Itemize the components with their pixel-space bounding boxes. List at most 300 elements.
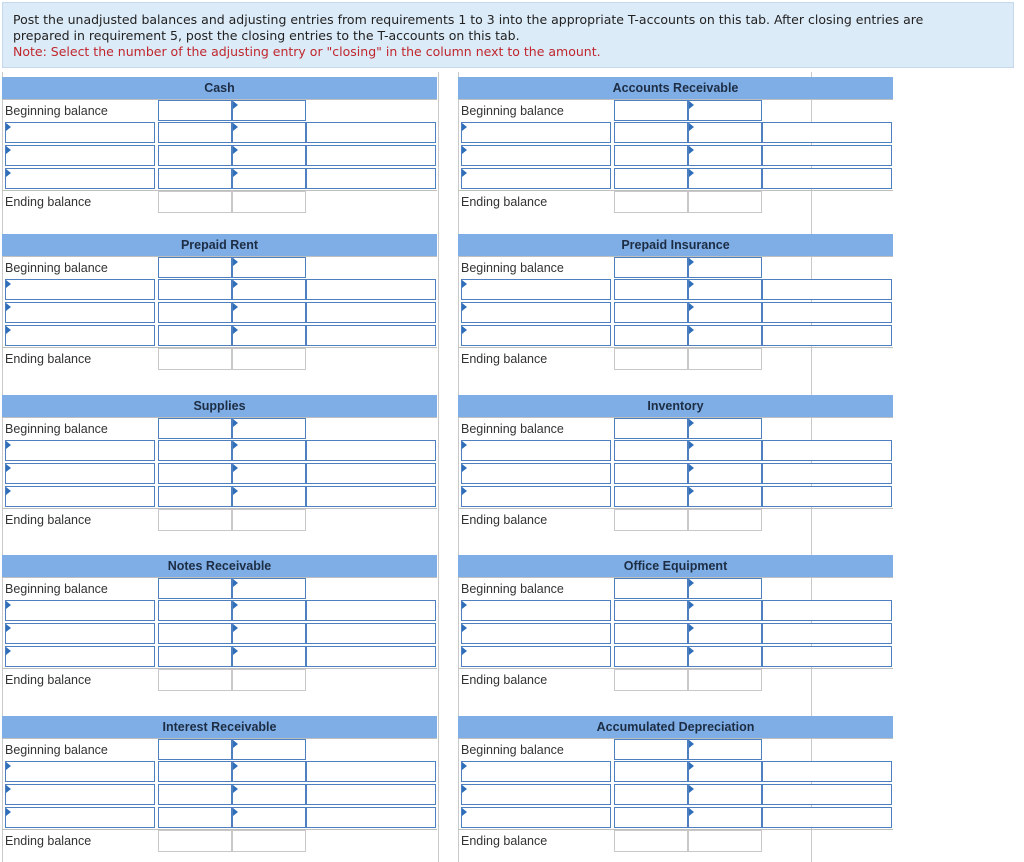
- entry-select[interactable]: [461, 761, 611, 782]
- t-account-header: [2, 716, 437, 738]
- ending-balance-value: [232, 348, 306, 370]
- entry-select[interactable]: [232, 440, 306, 461]
- entry-select[interactable]: [5, 279, 155, 300]
- dropdown-arrow-icon: [233, 740, 238, 748]
- dropdown-arrow-icon: [6, 123, 11, 131]
- amount-input[interactable]: [614, 463, 688, 484]
- entry-select[interactable]: [461, 486, 611, 507]
- beginning-balance-label: Beginning balance: [5, 104, 108, 118]
- entry-row: [458, 325, 893, 348]
- dropdown-arrow-icon: [233, 101, 238, 109]
- entry-row: [2, 623, 437, 646]
- amount-input[interactable]: [306, 646, 436, 667]
- entry-select[interactable]: [232, 145, 306, 166]
- dropdown-arrow-icon: [6, 303, 11, 311]
- dropdown-arrow-icon: [462, 808, 467, 816]
- ending-balance-value: [232, 509, 306, 531]
- amount-input[interactable]: [762, 279, 892, 300]
- ending-balance-value: [688, 669, 762, 691]
- amount-input[interactable]: [614, 600, 688, 621]
- entry-select[interactable]: [688, 122, 762, 143]
- entry-select[interactable]: [461, 600, 611, 621]
- entry-row: [2, 807, 437, 830]
- dropdown-arrow-icon: [689, 146, 694, 154]
- t-account: [458, 77, 893, 215]
- dropdown-arrow-icon: [689, 624, 694, 632]
- amount-input[interactable]: [158, 739, 232, 760]
- entry-row: [2, 761, 437, 784]
- entry-select[interactable]: [232, 463, 306, 484]
- amount-input[interactable]: [762, 761, 892, 782]
- entry-select[interactable]: [688, 168, 762, 189]
- entry-select[interactable]: [688, 302, 762, 323]
- amount-input[interactable]: [306, 463, 436, 484]
- entry-select[interactable]: [5, 325, 155, 346]
- entry-row: [2, 440, 437, 463]
- amount-input[interactable]: [614, 784, 688, 805]
- t-account: [2, 395, 437, 533]
- dropdown-arrow-icon: [233, 601, 238, 609]
- amount-input[interactable]: [762, 145, 892, 166]
- entry-row: [458, 440, 893, 463]
- ending-balance-row: [2, 190, 437, 213]
- amount-input[interactable]: [762, 302, 892, 323]
- beginning-balance-label: Beginning balance: [461, 422, 564, 436]
- t-account: [458, 234, 893, 372]
- beginning-balance-row: [2, 417, 437, 440]
- entry-select[interactable]: [461, 623, 611, 644]
- entry-row: [2, 122, 437, 145]
- entry-select[interactable]: [461, 784, 611, 805]
- amount-input[interactable]: [614, 302, 688, 323]
- amount-input[interactable]: [306, 761, 436, 782]
- beginning-balance-row: [458, 256, 893, 279]
- dropdown-arrow-icon: [6, 487, 11, 495]
- amount-input[interactable]: [158, 578, 232, 599]
- t-account-header: [458, 234, 893, 256]
- entry-row: [458, 784, 893, 807]
- amount-input[interactable]: [762, 784, 892, 805]
- ending-balance-value: [614, 830, 688, 852]
- t-account-title: Accounts Receivable: [612, 81, 739, 95]
- entry-row: [458, 486, 893, 509]
- dropdown-arrow-icon: [233, 280, 238, 288]
- amount-input[interactable]: [306, 325, 436, 346]
- dropdown-arrow-icon: [462, 326, 467, 334]
- entry-row: [458, 122, 893, 145]
- dropdown-arrow-icon: [233, 123, 238, 131]
- amount-input[interactable]: [158, 122, 232, 143]
- dropdown-arrow-icon: [462, 785, 467, 793]
- dropdown-arrow-icon: [233, 146, 238, 154]
- ending-balance-label: Ending balance: [5, 352, 92, 366]
- entry-select[interactable]: [5, 600, 155, 621]
- entry-select[interactable]: [688, 440, 762, 461]
- entry-select[interactable]: [688, 739, 762, 760]
- entry-select[interactable]: [461, 463, 611, 484]
- entry-select[interactable]: [688, 257, 762, 278]
- entry-select[interactable]: [5, 122, 155, 143]
- entry-select[interactable]: [688, 578, 762, 599]
- dropdown-arrow-icon: [689, 647, 694, 655]
- ending-balance-row: [458, 190, 893, 213]
- amount-input[interactable]: [762, 168, 892, 189]
- amount-input[interactable]: [614, 279, 688, 300]
- amount-input[interactable]: [158, 145, 232, 166]
- dropdown-arrow-icon: [233, 808, 238, 816]
- dropdown-arrow-icon: [689, 419, 694, 427]
- ending-balance-value: [158, 509, 232, 531]
- entry-select[interactable]: [5, 440, 155, 461]
- entry-select[interactable]: [5, 646, 155, 667]
- dropdown-arrow-icon: [233, 762, 238, 770]
- ending-balance-label: Ending balance: [5, 834, 92, 848]
- beginning-balance-row: [458, 99, 893, 122]
- amount-input[interactable]: [306, 784, 436, 805]
- ending-balance-label: Ending balance: [461, 673, 548, 687]
- entry-select[interactable]: [5, 463, 155, 484]
- beginning-balance-label: Beginning balance: [461, 582, 564, 596]
- dropdown-arrow-icon: [689, 123, 694, 131]
- entry-select[interactable]: [688, 623, 762, 644]
- amount-input[interactable]: [158, 646, 232, 667]
- entry-row: [2, 463, 437, 486]
- amount-input[interactable]: [614, 739, 688, 760]
- entry-select[interactable]: [688, 100, 762, 121]
- dropdown-arrow-icon: [6, 169, 11, 177]
- entry-select[interactable]: [688, 463, 762, 484]
- ending-balance-label: Ending balance: [5, 195, 92, 209]
- amount-input[interactable]: [306, 440, 436, 461]
- amount-input[interactable]: [614, 646, 688, 667]
- entry-select[interactable]: [688, 418, 762, 439]
- dropdown-arrow-icon: [6, 601, 11, 609]
- entry-row: [2, 325, 437, 348]
- entry-select[interactable]: [461, 145, 611, 166]
- dropdown-arrow-icon: [462, 647, 467, 655]
- amount-input[interactable]: [158, 168, 232, 189]
- dropdown-arrow-icon: [462, 146, 467, 154]
- entry-select[interactable]: [5, 145, 155, 166]
- entry-select[interactable]: [688, 325, 762, 346]
- dropdown-arrow-icon: [6, 624, 11, 632]
- dropdown-arrow-icon: [689, 464, 694, 472]
- ending-balance-value: [232, 830, 306, 852]
- amount-input[interactable]: [614, 578, 688, 599]
- entry-select[interactable]: [688, 486, 762, 507]
- beginning-balance-label: Beginning balance: [5, 743, 108, 757]
- amount-input[interactable]: [762, 807, 892, 828]
- entry-select[interactable]: [232, 418, 306, 439]
- ending-balance-row: [458, 668, 893, 691]
- entry-select[interactable]: [688, 646, 762, 667]
- t-account: [2, 716, 437, 854]
- t-account-title: Accumulated Depreciation: [596, 720, 755, 734]
- amount-input[interactable]: [306, 623, 436, 644]
- entry-select[interactable]: [688, 807, 762, 828]
- entry-row: [458, 168, 893, 191]
- ending-balance-value: [158, 348, 232, 370]
- beginning-balance-row: [2, 738, 437, 761]
- dropdown-arrow-icon: [6, 146, 11, 154]
- entry-select[interactable]: [232, 761, 306, 782]
- beginning-balance-label: Beginning balance: [461, 743, 564, 757]
- dropdown-arrow-icon: [462, 441, 467, 449]
- dropdown-arrow-icon: [6, 326, 11, 334]
- amount-input[interactable]: [762, 486, 892, 507]
- beginning-balance-row: [2, 99, 437, 122]
- entry-select[interactable]: [232, 100, 306, 121]
- dropdown-arrow-icon: [233, 419, 238, 427]
- amount-input[interactable]: [762, 325, 892, 346]
- amount-input[interactable]: [762, 600, 892, 621]
- instructions-line-2: prepared in requirement 5, post the closing entries to the T-accounts on this tab.: [13, 28, 520, 43]
- dropdown-arrow-icon: [6, 808, 11, 816]
- dropdown-arrow-icon: [6, 280, 11, 288]
- entry-row: [458, 807, 893, 830]
- instructions-panel: [2, 2, 1014, 68]
- amount-input[interactable]: [614, 325, 688, 346]
- dropdown-arrow-icon: [462, 762, 467, 770]
- amount-input[interactable]: [158, 463, 232, 484]
- amount-input[interactable]: [306, 302, 436, 323]
- t-account: [458, 395, 893, 533]
- beginning-balance-label: Beginning balance: [5, 261, 108, 275]
- t-account-title: Supplies: [193, 399, 246, 413]
- entry-select[interactable]: [5, 623, 155, 644]
- amount-input[interactable]: [762, 440, 892, 461]
- dropdown-arrow-icon: [233, 624, 238, 632]
- ending-balance-label: Ending balance: [461, 195, 548, 209]
- entry-select[interactable]: [232, 600, 306, 621]
- t-account-title: Inventory: [647, 399, 704, 413]
- entry-row: [458, 761, 893, 784]
- t-account-title: Prepaid Insurance: [621, 238, 730, 252]
- entry-select[interactable]: [232, 302, 306, 323]
- entry-select[interactable]: [232, 739, 306, 760]
- dropdown-arrow-icon: [233, 464, 238, 472]
- entry-select[interactable]: [688, 761, 762, 782]
- dropdown-arrow-icon: [689, 808, 694, 816]
- amount-input[interactable]: [614, 440, 688, 461]
- beginning-balance-row: [458, 577, 893, 600]
- entry-row: [2, 279, 437, 302]
- entry-select[interactable]: [461, 279, 611, 300]
- instructions-line-1: Post the unadjusted balances and adjusting entries from requirements 1 to 3 into the appropriate T-accounts on this tab. After closing entries are: [13, 12, 924, 27]
- amount-input[interactable]: [306, 807, 436, 828]
- beginning-balance-label: Beginning balance: [461, 104, 564, 118]
- amount-input[interactable]: [158, 440, 232, 461]
- amount-input[interactable]: [306, 486, 436, 507]
- amount-input[interactable]: [306, 600, 436, 621]
- amount-input[interactable]: [158, 784, 232, 805]
- entry-select[interactable]: [5, 784, 155, 805]
- beginning-balance-row: [458, 738, 893, 761]
- entry-select[interactable]: [461, 440, 611, 461]
- amount-input[interactable]: [762, 646, 892, 667]
- ending-balance-value: [158, 830, 232, 852]
- amount-input[interactable]: [158, 486, 232, 507]
- ending-balance-value: [158, 669, 232, 691]
- ending-balance-label: Ending balance: [461, 834, 548, 848]
- amount-input[interactable]: [158, 623, 232, 644]
- dropdown-arrow-icon: [689, 579, 694, 587]
- dropdown-arrow-icon: [689, 258, 694, 266]
- ending-balance-value: [688, 191, 762, 213]
- t-account-title: Prepaid Rent: [180, 238, 259, 252]
- dropdown-arrow-icon: [6, 464, 11, 472]
- amount-input[interactable]: [158, 418, 232, 439]
- amount-input[interactable]: [762, 623, 892, 644]
- entry-row: [2, 486, 437, 509]
- dropdown-arrow-icon: [6, 762, 11, 770]
- amount-input[interactable]: [614, 418, 688, 439]
- entry-select[interactable]: [688, 145, 762, 166]
- t-account-header: [458, 395, 893, 417]
- entry-select[interactable]: [232, 257, 306, 278]
- t-account-header: [458, 716, 893, 738]
- ending-balance-label: Ending balance: [5, 673, 92, 687]
- dropdown-arrow-icon: [233, 303, 238, 311]
- dropdown-arrow-icon: [462, 303, 467, 311]
- beginning-balance-label: Beginning balance: [5, 422, 108, 436]
- dropdown-arrow-icon: [462, 601, 467, 609]
- amount-input[interactable]: [762, 122, 892, 143]
- entry-row: [458, 279, 893, 302]
- entry-select[interactable]: [5, 486, 155, 507]
- ending-balance-row: [458, 829, 893, 852]
- dropdown-arrow-icon: [689, 487, 694, 495]
- amount-input[interactable]: [614, 168, 688, 189]
- ending-balance-row: [2, 668, 437, 691]
- ending-balance-value: [614, 191, 688, 213]
- dropdown-arrow-icon: [689, 326, 694, 334]
- amount-input[interactable]: [614, 145, 688, 166]
- amount-input[interactable]: [614, 122, 688, 143]
- t-account-header: [458, 555, 893, 577]
- amount-input[interactable]: [762, 463, 892, 484]
- amount-input[interactable]: [614, 807, 688, 828]
- amount-input[interactable]: [306, 168, 436, 189]
- instructions-note: Note: Select the number of the adjusting entry or "closing" in the column next to the amount.: [13, 44, 601, 59]
- amount-input[interactable]: [306, 279, 436, 300]
- entry-select[interactable]: [461, 325, 611, 346]
- dropdown-arrow-icon: [689, 101, 694, 109]
- ending-balance-label: Ending balance: [461, 513, 548, 527]
- amount-input[interactable]: [614, 761, 688, 782]
- ending-balance-value: [158, 191, 232, 213]
- entry-select[interactable]: [688, 784, 762, 805]
- t-account-title: Notes Receivable: [167, 559, 272, 573]
- entry-row: [458, 145, 893, 168]
- amount-input[interactable]: [158, 761, 232, 782]
- t-account: [458, 555, 893, 693]
- t-account-title: Interest Receivable: [162, 720, 277, 734]
- dropdown-arrow-icon: [233, 326, 238, 334]
- amount-input[interactable]: [306, 122, 436, 143]
- dropdown-arrow-icon: [233, 579, 238, 587]
- amount-input[interactable]: [614, 257, 688, 278]
- t-account-header: [2, 234, 437, 256]
- entry-select[interactable]: [461, 122, 611, 143]
- entry-select[interactable]: [688, 279, 762, 300]
- entry-select[interactable]: [232, 325, 306, 346]
- entry-select[interactable]: [232, 279, 306, 300]
- dropdown-arrow-icon: [689, 169, 694, 177]
- amount-input[interactable]: [158, 302, 232, 323]
- amount-input[interactable]: [614, 100, 688, 121]
- entry-row: [458, 623, 893, 646]
- ending-balance-row: [2, 829, 437, 852]
- entry-select[interactable]: [232, 578, 306, 599]
- dropdown-arrow-icon: [462, 624, 467, 632]
- amount-input[interactable]: [158, 257, 232, 278]
- entry-select[interactable]: [5, 761, 155, 782]
- dropdown-arrow-icon: [233, 441, 238, 449]
- ending-balance-row: [458, 508, 893, 531]
- amount-input[interactable]: [614, 623, 688, 644]
- entry-select[interactable]: [5, 807, 155, 828]
- amount-input[interactable]: [306, 145, 436, 166]
- entry-select[interactable]: [461, 646, 611, 667]
- ending-balance-label: Ending balance: [461, 352, 548, 366]
- dropdown-arrow-icon: [233, 647, 238, 655]
- entry-select[interactable]: [232, 122, 306, 143]
- amount-input[interactable]: [614, 486, 688, 507]
- amount-input[interactable]: [158, 325, 232, 346]
- t-account-title: Office Equipment: [623, 559, 728, 573]
- beginning-balance-label: Beginning balance: [5, 582, 108, 596]
- amount-input[interactable]: [158, 807, 232, 828]
- dropdown-arrow-icon: [689, 280, 694, 288]
- t-account-header: [458, 77, 893, 99]
- entry-select[interactable]: [461, 168, 611, 189]
- amount-input[interactable]: [158, 279, 232, 300]
- entry-select[interactable]: [232, 807, 306, 828]
- dropdown-arrow-icon: [233, 258, 238, 266]
- beginning-balance-row: [2, 577, 437, 600]
- entry-select[interactable]: [688, 600, 762, 621]
- grid-divider: [438, 72, 439, 862]
- ending-balance-value: [688, 830, 762, 852]
- dropdown-arrow-icon: [689, 441, 694, 449]
- t-account-title: Cash: [204, 81, 235, 95]
- entry-row: [2, 145, 437, 168]
- dropdown-arrow-icon: [233, 487, 238, 495]
- t-account: [458, 716, 893, 854]
- entry-select[interactable]: [232, 168, 306, 189]
- ending-balance-value: [688, 509, 762, 531]
- entry-row: [2, 784, 437, 807]
- entry-select[interactable]: [232, 646, 306, 667]
- dropdown-arrow-icon: [462, 464, 467, 472]
- entry-row: [458, 600, 893, 623]
- entry-row: [458, 302, 893, 325]
- entry-select[interactable]: [232, 623, 306, 644]
- dropdown-arrow-icon: [233, 785, 238, 793]
- dropdown-arrow-icon: [6, 785, 11, 793]
- entry-select[interactable]: [232, 784, 306, 805]
- entry-select[interactable]: [5, 168, 155, 189]
- entry-select[interactable]: [5, 302, 155, 323]
- dropdown-arrow-icon: [689, 740, 694, 748]
- amount-input[interactable]: [158, 600, 232, 621]
- entry-select[interactable]: [461, 302, 611, 323]
- entry-select[interactable]: [232, 486, 306, 507]
- amount-input[interactable]: [158, 100, 232, 121]
- entry-select[interactable]: [461, 807, 611, 828]
- entry-row: [458, 646, 893, 669]
